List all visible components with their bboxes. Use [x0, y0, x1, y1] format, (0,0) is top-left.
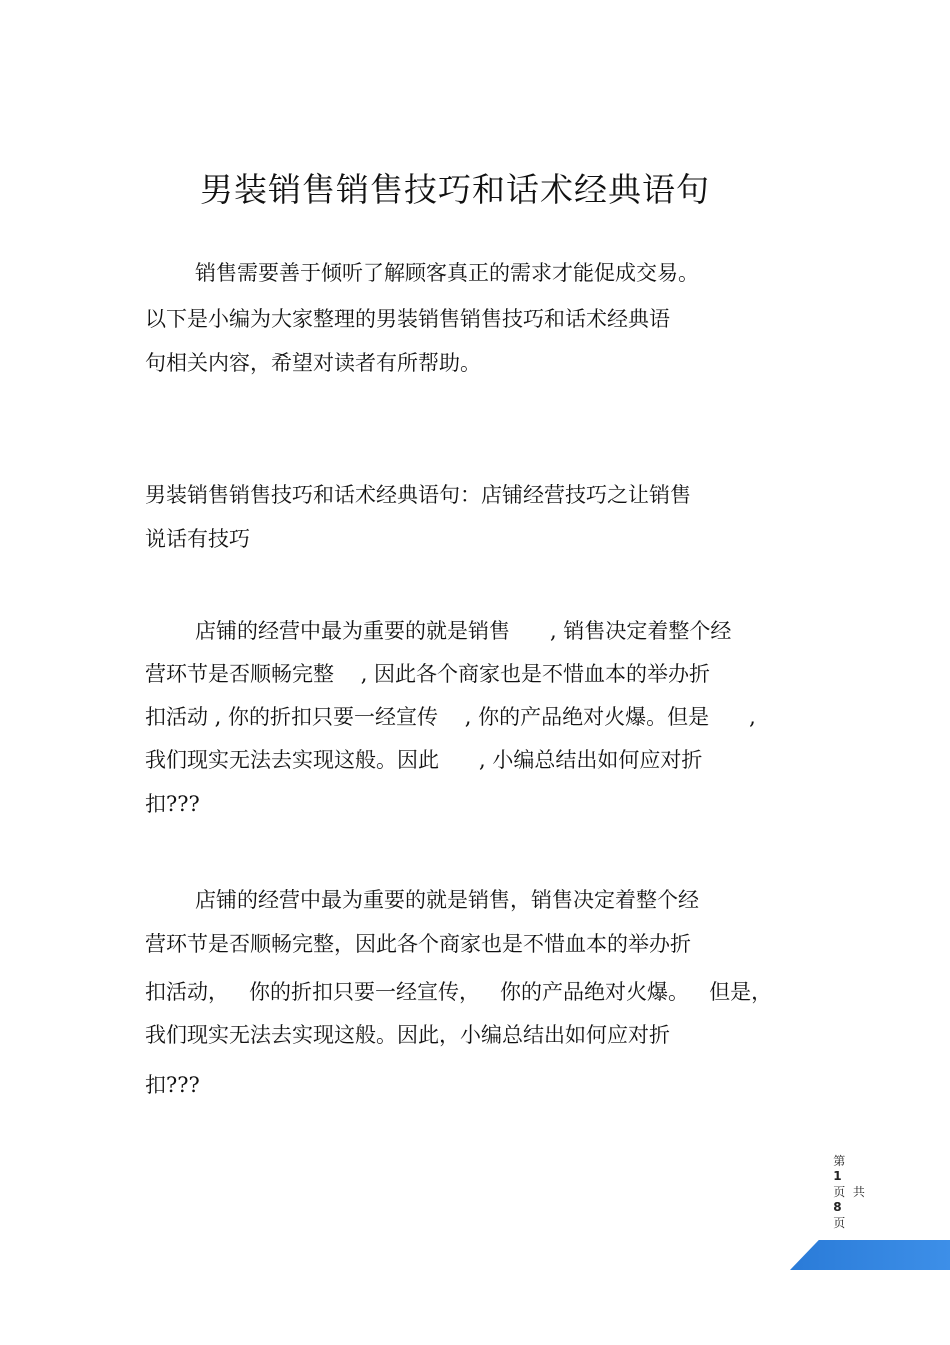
- paragraph2-line-2: 营环节是否顺畅完整，因此各个商家也是不惜血本的举办折: [145, 932, 691, 956]
- page-title: 男装销售销售技巧和话术经典语句: [200, 170, 710, 209]
- paragraph1-line-4: 我们现实无法去实现这般。因此 , 小编总结出如何应对折: [145, 748, 703, 772]
- footer-current-page: 1: [833, 1169, 842, 1183]
- footer-suffix: 页: [833, 1216, 846, 1230]
- paragraph1-line-1: 店铺的经营中最为重要的就是销售 , 销售决定着整个经: [195, 619, 732, 643]
- paragraph2-line-4: 我们现实无法去实现这般。因此，小编总结出如何应对折: [145, 1023, 670, 1047]
- page-footer: [818, 1138, 865, 1245]
- paragraph2-line-3: 扣活动， 你的折扣只要一经宣传， 你的产品绝对火爆。 但是，: [145, 980, 773, 1004]
- paragraph1-line-5: 扣???: [145, 792, 200, 816]
- paragraph1-line-3: 扣活动 , 你的折扣只要一经宣传 , 你的产品绝对火爆。但是 ,: [145, 705, 756, 729]
- section-heading-line-1: 男装销售销售技巧和话术经典语句：店铺经营技巧之让销售: [145, 483, 691, 507]
- footer-middle: 页 共: [833, 1185, 865, 1199]
- footer-total-pages: 8: [833, 1200, 842, 1214]
- intro-line-2: 以下是小编为大家整理的男装销售销售技巧和话术经典语: [145, 307, 670, 331]
- footer-prefix: 第: [833, 1154, 846, 1168]
- paragraph2-line-5: 扣???: [145, 1073, 200, 1097]
- intro-line-3: 句相关内容，希望对读者有所帮助。: [145, 351, 481, 375]
- paragraph2-line-1: 店铺的经营中最为重要的就是销售，销售决定着整个经: [195, 888, 699, 912]
- section-heading-line-2: 说话有技巧: [145, 527, 250, 551]
- intro-line-1: 销售需要善于倾听了解顾客真正的需求才能促成交易。: [195, 261, 699, 285]
- corner-accent-bar: [790, 1240, 950, 1270]
- paragraph1-line-2: 营环节是否顺畅完整 , 因此各个商家也是不惜血本的举办折: [145, 662, 711, 686]
